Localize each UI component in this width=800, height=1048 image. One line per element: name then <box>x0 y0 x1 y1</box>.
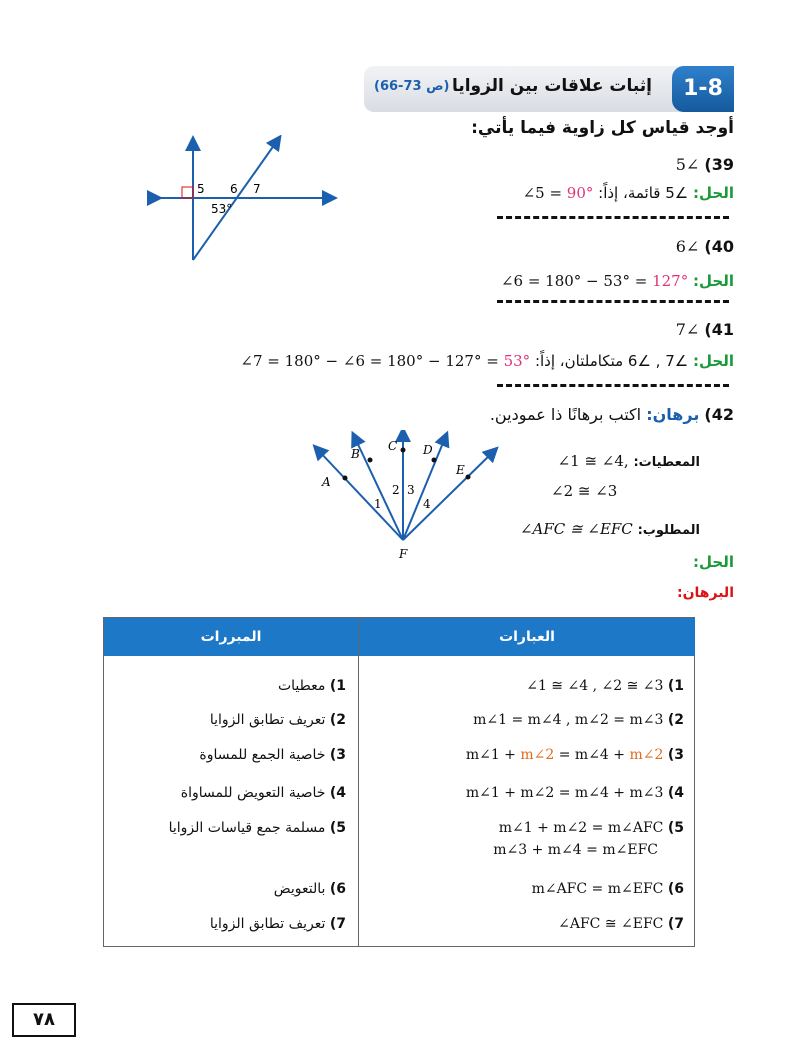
statement-3: m∠1 + m∠2 = m∠4 + m∠2 <box>465 747 664 763</box>
table-row: 7) ∠AFC ≅ ∠EFC <box>558 916 684 932</box>
statement-4: m∠1 + m∠2 = m∠4 + m∠3 <box>465 785 664 801</box>
proof-table <box>103 617 695 947</box>
table-row: 6) m∠AFC = m∠EFC <box>531 881 684 897</box>
statement-6: m∠AFC = m∠EFC <box>531 881 664 897</box>
angle-5-label: 5 <box>197 182 205 196</box>
q39-header <box>676 155 734 174</box>
q42-header <box>490 405 734 424</box>
col-statements-header: العبارات <box>359 618 695 656</box>
angle-label-3: 3 <box>407 483 415 497</box>
reason-4: 4) خاصية التعويض للمساواة <box>180 785 346 801</box>
q41-sol-text: ∠7 , ∠6 متكاملتان، إذاً: <box>534 352 689 370</box>
divider <box>497 300 729 303</box>
ray-FE <box>403 452 493 540</box>
label-C: C <box>388 439 398 453</box>
q41-value: 53° <box>503 352 531 370</box>
angle-6-label: 6 <box>230 182 238 196</box>
prove-label: المطلوب: <box>637 523 700 538</box>
table-row: 1) ∠1 ≅ ∠4 , ∠2 ≅ ∠3 <box>526 678 684 694</box>
angle-53-label: 53° <box>211 202 233 216</box>
transversal-line <box>193 141 277 260</box>
q40-solution <box>501 272 734 290</box>
q39-solution <box>523 184 734 202</box>
q40-number: 40) <box>704 237 734 256</box>
prove-text: ∠AFC ≅ ∠EFC <box>519 520 633 538</box>
q39-angle: ∠5 <box>675 155 700 174</box>
table-row: 3) m∠1 + m∠2 = m∠4 + m∠2 <box>465 747 684 763</box>
lesson-header <box>364 66 734 112</box>
reason-2: 2) تعريف تطابق الزوايا <box>209 712 346 728</box>
label-A: A <box>322 475 331 489</box>
q42-text: اكتب برهانًا ذا عمودين. <box>489 405 642 424</box>
statement-7: ∠AFC ≅ ∠EFC <box>558 916 664 932</box>
angle-label-1: 1 <box>374 497 382 511</box>
proof-label: البرهان: <box>677 585 734 601</box>
q41-sol-math: ∠7 = 180° − ∠6 = 180° − 127° = 53° <box>240 352 531 370</box>
point-E <box>466 475 471 480</box>
right-angle-mark <box>182 187 193 198</box>
q41-solution <box>240 352 734 370</box>
table-row: 5) m∠1 + m∠2 = m∠AFC <box>498 820 684 836</box>
angle-label-2: 2 <box>392 483 400 497</box>
label-B: B <box>351 447 360 461</box>
q39-sol-math: ∠5 = 90° <box>522 184 594 202</box>
table-row: 4) m∠1 + m∠2 = m∠4 + m∠3 <box>465 785 684 801</box>
given-1 <box>558 452 700 470</box>
point-A <box>343 476 348 481</box>
prove <box>520 520 700 538</box>
q40-angle: ∠6 <box>675 237 700 256</box>
col-reasons-header: المبررات <box>104 618 358 656</box>
q41-sol-label: الحل: <box>693 352 734 370</box>
table-divider <box>358 618 359 946</box>
divider <box>497 384 729 387</box>
point-C <box>401 448 406 453</box>
q40-sol-label: الحل: <box>693 272 734 290</box>
lesson-title: إثبات علاقات بين الزوايا <box>451 76 652 96</box>
point-B <box>368 458 373 463</box>
q40-sol-math: ∠6 = 180° − 53° = 127° <box>500 272 689 290</box>
reason-6: 6) بالتعويض <box>273 881 346 897</box>
statement-5b: m∠3 + m∠4 = m∠EFC <box>493 842 658 858</box>
q42-sol-label: الحل: <box>693 553 734 571</box>
divider <box>497 216 729 219</box>
q42-label: برهان: <box>646 405 700 424</box>
reason-7: 7) تعريف تطابق الزوايا <box>209 916 346 932</box>
reason-5: 5) مسلمة جمع قياسات الزوايا <box>168 820 346 836</box>
q41-header <box>676 320 734 339</box>
angle-7-label: 7 <box>253 182 261 196</box>
q39-sol-text: ∠5 قائمة، إذاً: <box>598 184 689 202</box>
label-D: D <box>423 443 433 457</box>
q40-value: 127° <box>652 272 689 290</box>
label-E: E <box>456 463 465 477</box>
instruction: أوجد قياس كل زاوية فيما يأتي: <box>471 118 734 138</box>
q39-number: 39) <box>704 155 734 174</box>
label-F: F <box>399 547 408 561</box>
angle-label-4: 4 <box>423 497 431 511</box>
lesson-pages: (ص 73-66) <box>374 79 450 94</box>
q39-sol-label: الحل: <box>693 184 734 202</box>
q39-value: 90° <box>566 184 594 202</box>
lesson-number: 1-8 <box>672 66 734 112</box>
reason-3: 3) خاصية الجمع للمساوة <box>199 747 346 763</box>
given-2: ∠2 ≅ ∠3 <box>551 482 618 500</box>
q41-number: 41) <box>704 320 734 339</box>
q41-angle: ∠7 <box>675 320 700 339</box>
figure-rays <box>310 430 510 565</box>
table-row: 2) m∠1 = m∠4 , m∠2 = m∠3 <box>473 712 684 728</box>
given-1-text: ∠1 ≅ ∠4, <box>557 452 629 470</box>
ray-FA <box>318 450 403 540</box>
figure-transversal <box>145 135 345 265</box>
given-label: المعطيات: <box>633 455 700 470</box>
q42-number: 42) <box>704 405 734 424</box>
statement-2: m∠1 = m∠4 , m∠2 = m∠3 <box>473 712 664 728</box>
page-number: ٧٨ <box>12 1003 76 1037</box>
q40-header <box>676 237 734 256</box>
point-D <box>432 458 437 463</box>
reason-1: 1) معطيات <box>277 678 346 694</box>
statement-5a: m∠1 + m∠2 = m∠AFC <box>498 820 664 836</box>
statement-1: ∠1 ≅ ∠4 , ∠2 ≅ ∠3 <box>526 678 664 694</box>
